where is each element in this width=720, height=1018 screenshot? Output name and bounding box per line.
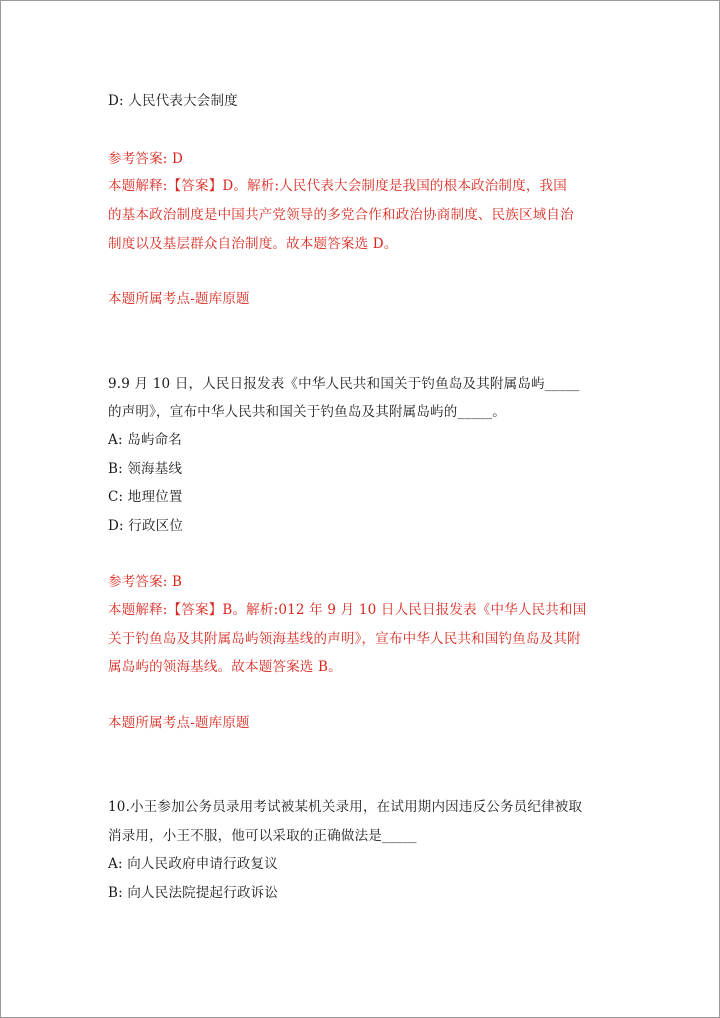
q10-question-line-2: 消录用，小王不服，他可以采取的正确做法是_____ [108,828,417,844]
q9-answer: 参考答案: B [108,574,183,590]
q9-source: 本题所属考点-题库原题 [108,715,250,731]
q9-option-d: D: 行政区位 [108,518,184,534]
q9-explanation-line-3: 属岛屿的领海基线。故本题答案选 B。 [108,659,342,675]
q8-answer: 参考答案: D [108,151,184,167]
q8-explanation-line-3: 制度以及基层群众自治制度。故本题答案选 D。 [108,236,398,252]
q9-question-line-1: 9.9 月 10 日，人民日报发表《中华人民共和国关于钓鱼岛及其附属岛屿_____ [108,376,580,392]
q8-explanation-line-2: 的基本政治制度是中国共产党领导的多党合作和政治协商制度、民族区域自治 [108,207,574,223]
q8-source: 本题所属考点-题库原题 [108,291,250,307]
q9-explanation-line-1: 本题解释:【答案】B。解析:012 年 9 月 10 日人民日报发表《中华人民共和国 [108,602,587,618]
q8-explanation-line-1: 本题解释:【答案】D。解析:人民代表大会制度是我国的根本政治制度，我国 [108,178,567,194]
q9-option-c: C: 地理位置 [108,489,183,505]
q9-option-a: A: 岛屿命名 [108,432,182,448]
q8-option-d: D: 人民代表大会制度 [108,93,238,109]
q9-question-line-2: 的声明》，宣布中华人民共和国关于钓鱼岛及其附属岛屿的_____。 [108,404,506,420]
q9-explanation-line-2: 关于钓鱼岛及其附属岛屿领海基线的声明》，宣布中华人民共和国钓鱼岛及其附 [108,631,581,647]
q9-option-b: B: 领海基线 [108,461,183,477]
q10-option-b: B: 向人民法院提起行政诉讼 [108,885,279,901]
q10-option-a: A: 向人民政府申请行政复议 [108,856,278,872]
q10-question-line-1: 10.小王参加公务员录用考试被某机关录用，在试用期内因违反公务员纪律被取 [108,799,583,815]
